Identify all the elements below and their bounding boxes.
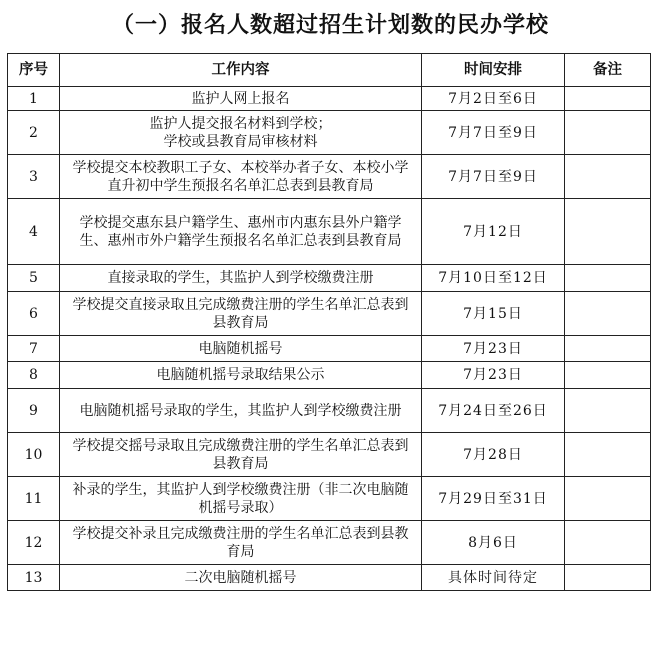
table-row (8, 292, 651, 336)
cell-time: 7月15日 (422, 292, 565, 336)
cell-seq: 13 (8, 565, 60, 591)
table-row (8, 565, 651, 591)
schedule-table (7, 53, 651, 591)
table-row (8, 155, 651, 199)
cell-content: 电脑随机摇号录取结果公示 (60, 362, 422, 389)
header-seq: 序号 (8, 54, 60, 87)
cell-seq: 11 (8, 477, 60, 521)
cell-seq: 6 (8, 292, 60, 336)
cell-note (565, 477, 651, 521)
header-note: 备注 (565, 54, 651, 87)
cell-time: 8月6日 (422, 521, 565, 565)
cell-content: 学校提交补录且完成缴费注册的学生名单汇总表到县教育局 (60, 521, 422, 565)
cell-time: 7月28日 (422, 433, 565, 477)
cell-seq: 10 (8, 433, 60, 477)
cell-time: 7月7日至9日 (422, 155, 565, 199)
cell-seq: 5 (8, 265, 60, 292)
table-row (8, 362, 651, 389)
cell-time: 7月10日至12日 (422, 265, 565, 292)
cell-note (565, 433, 651, 477)
cell-seq: 3 (8, 155, 60, 199)
cell-seq: 9 (8, 389, 60, 433)
cell-content: 学校提交本校教职工子女、本校举办者子女、本校小学直升初中学生预报名名单汇总表到县教育局 (60, 155, 422, 199)
table-header-row (8, 54, 651, 87)
cell-time: 7月29日至31日 (422, 477, 565, 521)
cell-time: 7月23日 (422, 362, 565, 389)
cell-note (565, 111, 651, 155)
cell-note (565, 521, 651, 565)
cell-note (565, 155, 651, 199)
cell-note (565, 565, 651, 591)
cell-content: 电脑随机摇号 (60, 336, 422, 362)
table-row (8, 477, 651, 521)
cell-time: 7月24日至26日 (422, 389, 565, 433)
table-row (8, 199, 651, 265)
page-title: （一）报名人数超过招生计划数的民办学校 (111, 12, 549, 38)
cell-seq: 2 (8, 111, 60, 155)
table-row (8, 521, 651, 565)
cell-seq: 8 (8, 362, 60, 389)
cell-note (565, 389, 651, 433)
header-content: 工作内容 (60, 54, 422, 87)
cell-note (565, 336, 651, 362)
cell-seq: 4 (8, 199, 60, 265)
cell-content: 电脑随机摇号录取的学生，其监护人到学校缴费注册 (60, 389, 422, 433)
cell-note (565, 87, 651, 111)
header-time: 时间安排 (422, 54, 565, 87)
table-row (8, 87, 651, 111)
cell-content: 直接录取的学生，其监护人到学校缴费注册 (60, 265, 422, 292)
cell-content: 学校提交摇号录取且完成缴费注册的学生名单汇总表到县教育局 (60, 433, 422, 477)
cell-content: 二次电脑随机摇号 (60, 565, 422, 591)
cell-note (565, 199, 651, 265)
cell-time: 具体时间待定 (422, 565, 565, 591)
table-row (8, 389, 651, 433)
cell-content-text: 监护人提交报名材料到学校； 学校或县教育局审核材料 (149, 115, 332, 150)
table-row (8, 111, 651, 155)
cell-time: 7月23日 (422, 336, 565, 362)
cell-time: 7月2日至6日 (422, 87, 565, 111)
table-row (8, 265, 651, 292)
cell-seq: 12 (8, 521, 60, 565)
cell-time: 7月12日 (422, 199, 565, 265)
cell-note (565, 362, 651, 389)
cell-content (60, 111, 422, 155)
cell-note (565, 265, 651, 292)
cell-content: 学校提交惠东县户籍学生、惠州市内惠东县外户籍学生、惠州市外户籍学生预报名名单汇总表到县教育局 (60, 199, 422, 265)
cell-time: 7月7日至9日 (422, 111, 565, 155)
table-row (8, 336, 651, 362)
cell-content: 学校提交直接录取且完成缴费注册的学生名单汇总表到县教育局 (60, 292, 422, 336)
cell-note (565, 292, 651, 336)
cell-seq: 1 (8, 87, 60, 111)
cell-content: 监护人网上报名 (60, 87, 422, 111)
cell-content: 补录的学生，其监护人到学校缴费注册（非二次电脑随机摇号录取） (60, 477, 422, 521)
table-row (8, 433, 651, 477)
cell-seq: 7 (8, 336, 60, 362)
